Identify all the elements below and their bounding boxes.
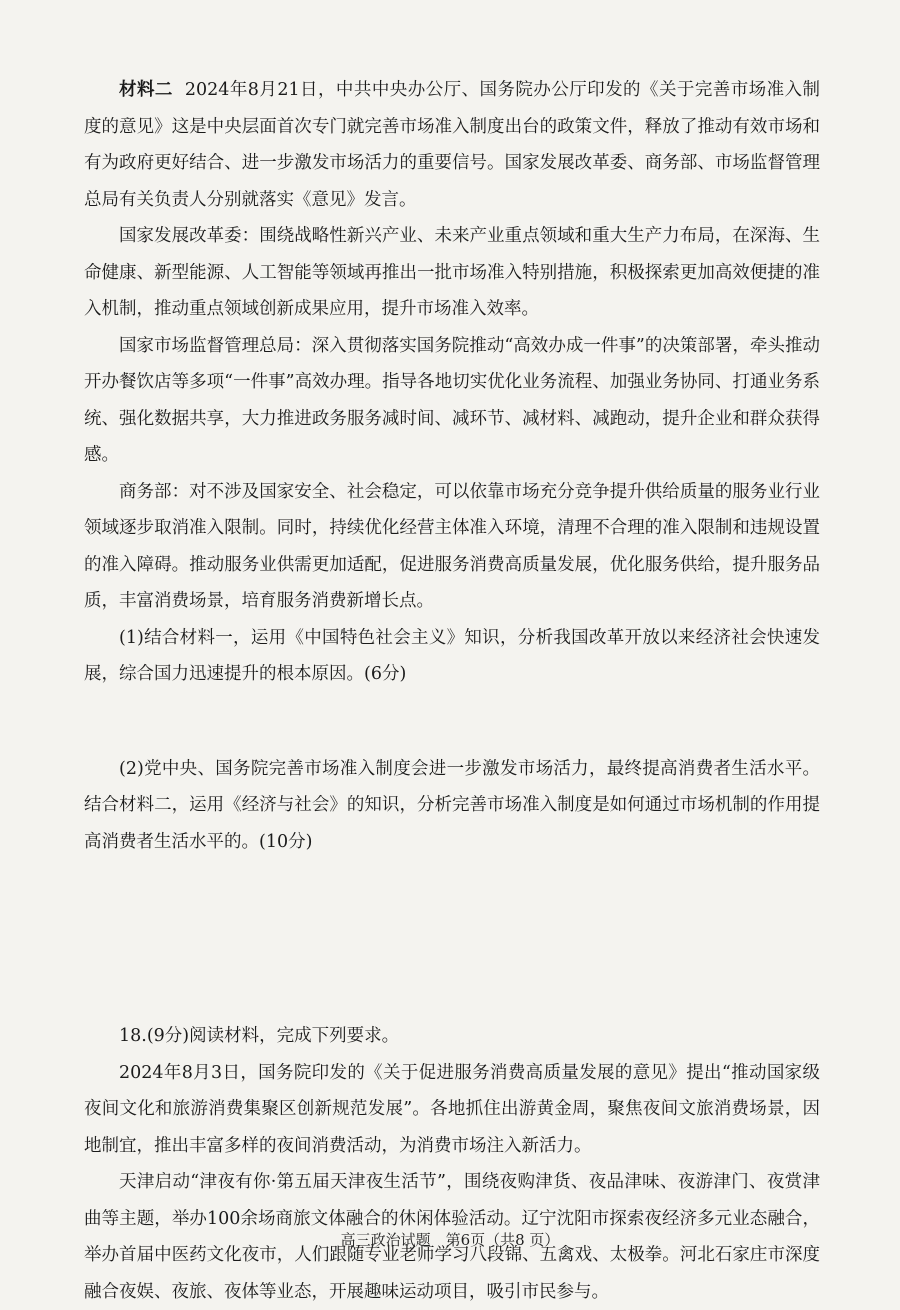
question-18-paragraph-1: 2024年8月3日，国务院印发的《关于促进服务消费高质量发展的意见》提出“推动国家级夜间文化和旅游消费集聚区创新规范发展”。各地抓住出游黄金周，聚焦夜间文旅消费场景，因地制宜，推出丰富多样的夜间消费活动，为消费市场注入新活力。 [84,1062,820,1156]
ndrc-statement: 国家发展改革委：围绕战略性新兴产业、未来产业重点领域和重大生产力布局，在深海、生命健康、新型能源、人工智能等领域再推出一批市场准入特别措施，积极探索更加高效便捷的准入机制，推动重点领域创新成果应用，提升市场准入效率。 [84,226,820,319]
mofcom-statement: 商务部：对不涉及国家安全、社会稳定，可以依靠市场充分竞争提升供给质量的服务业行业领域逐步取消准入限制。同时，持续优化经营主体准入环境，清理不合理的准入限制和违规设置的准入障碍。推动服务业供需更加适配，促进服务消费高质量发展，优化服务供给，提升服务品质，丰富消费场景，培育服务消费新增长点。 [84,481,820,611]
page-footer: 高三政治试题 第6页（共8 页） [340,1231,560,1249]
samr-statement: 国家市场监督管理总局：深入贯彻落实国务院推动“高效办成一件事”的决策部署，牵头推动开办餐饮店等多项“一件事”高效办理。指导各地切实优化业务流程、加强业务协同、打通业务系统、强化数据共享，大力推进政务服务减时间、减环节、减材料、减跑动，提升企业和群众获得感。 [84,335,820,465]
material2-label: 材料二 [119,80,173,100]
answer-space-2 [84,860,820,1018]
material2-intro-text: 2024年8月21日，中共中央办公厅、国务院办公厅印发的《关于完善市场准入制度的意见》这是中央层面首次专门就完善市场准入制度出台的政策文件，释放了推动有效市场和有为政府更好结合、进一步激发市场活力的重要信号。国家发展改革委、商务部、市场监督管理总局有关负责人分别就落实《意见》发言。 [84,80,821,210]
answer-space-1 [84,693,820,751]
question-1: (1)结合材料一，运用《中国特色社会主义》知识，分析我国改革开放以来经济社会快速发展，综合国力迅速提升的根本原因。(6分) [84,627,820,684]
material2-intro [84,72,820,218]
question-18-title: 18.(9分)阅读材料，完成下列要求。 [119,1026,400,1046]
question-18-paragraph-2: 天津启动“津夜有你·第五届天津夜生活节”，围绕夜购津货、夜品津味、夜游津门、夜赏津曲等主题，举办100余场商旅文体融合的休闲体验活动。辽宁沈阳市探索夜经济多元业态融合，举办首届中医药文化夜市，人们跟随专业老师学习八段锦、五禽戏、太极拳。河北石家庄市深度融合夜娱、夜旅、夜体等业态，开展趣味运动项目，吸引市民参与。 [84,1172,820,1302]
question-2: (2)党中央、国务院完善市场准入制度会进一步激发市场活力，最终提高消费者生活水平。结合材料二，运用《经济与社会》的知识，分析完善市场准入制度是如何通过市场机制的作用提高消费者生活水平的。(10分) [84,758,820,852]
